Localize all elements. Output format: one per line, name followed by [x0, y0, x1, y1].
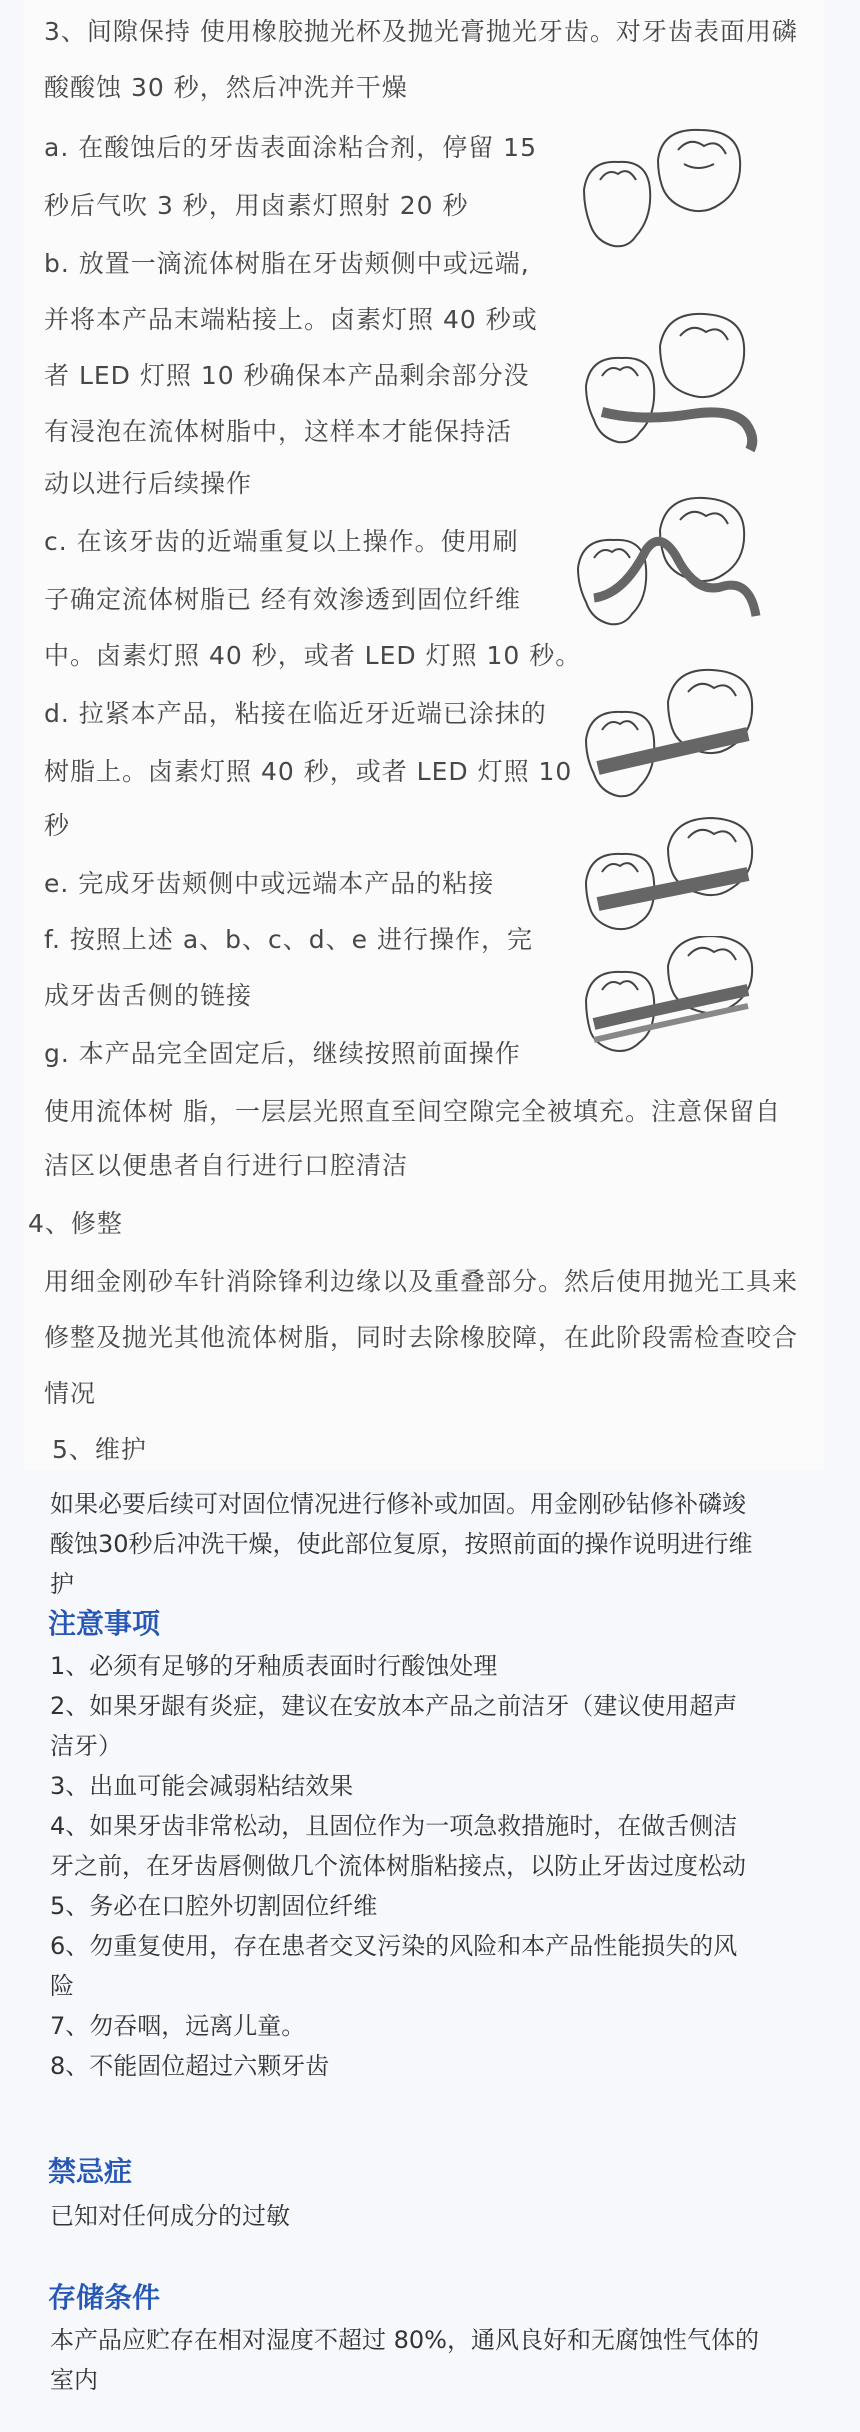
- step-c-line2: 子确定流体树脂已 经有效渗透到固位纤维: [44, 585, 521, 614]
- maintenance-line3: 护: [50, 1570, 74, 1598]
- storage-heading: 存储条件: [48, 2281, 161, 2314]
- step-c-line3: 中。卤素灯照 40 秒，或者 LED 灯照 10 秒。: [44, 641, 582, 670]
- step4-title: 4、修整: [28, 1209, 123, 1238]
- tooth-pair-fiber-lingual-figure: [572, 936, 772, 1076]
- tooth-pair-fiber-figure: [572, 300, 772, 480]
- step-g-line1: g. 本产品完全固定后，继续按照前面操作: [44, 1039, 521, 1068]
- precaution-line: 1、必须有足够的牙釉质表面时行酸蚀处理: [50, 1652, 498, 1680]
- tooth-pair-fiber-band-figure: [572, 816, 772, 946]
- step3-line1: 3、间隙保持 使用橡胶抛光杯及抛光膏抛光牙齿。对牙齿表面用磷: [44, 17, 798, 46]
- step5-title: 5、维护: [52, 1435, 147, 1464]
- step-a-line1: a. 在酸蚀后的牙齿表面涂粘合剂，停留 15: [44, 133, 537, 162]
- step-e-line1: e. 完成牙齿颊侧中或远端本产品的粘接: [44, 869, 495, 898]
- step-d-line1: d. 拉紧本产品，粘接在临近牙近端已涂抹的: [44, 699, 547, 728]
- maintenance-line1: 如果必要后续可对固位情况进行修补或加固。用金刚砂钻修补磷竣: [50, 1490, 746, 1518]
- precaution-line: 8、不能固位超过六颗牙齿: [50, 2052, 330, 2080]
- precaution-line: 4、如果牙齿非常松动，且固位作为一项急救措施时，在做舌侧洁: [50, 1812, 738, 1840]
- scanned-instructions: [24, 0, 824, 1470]
- step-g-line2: 使用流体树 脂，一层层光照直至间空隙完全被填充。注意保留自: [44, 1097, 781, 1126]
- precautions-heading: 注意事项: [48, 1607, 161, 1640]
- step-b-line5: 动以进行后续操作: [44, 469, 253, 498]
- precaution-line: 险: [50, 1972, 74, 2000]
- precaution-line: 洁牙）: [50, 1732, 122, 1760]
- step-f-line2: 成牙齿舌侧的链接: [44, 981, 253, 1010]
- step-b-line3: 者 LED 灯照 10 秒确保本产品剩余部分没: [44, 361, 530, 390]
- maintenance-line2: 酸蚀30秒后冲洗干燥，使此部位复原，按照前面的操作说明进行维: [50, 1530, 753, 1558]
- tooth-pair-fiber-band-figure: [572, 664, 772, 824]
- step-g-line3: 洁区以便患者自行进行口腔清洁: [44, 1151, 409, 1180]
- precaution-line: 7、勿吞咽，远离儿童。: [50, 2012, 306, 2040]
- step-b-line1: b. 放置一滴流体树脂在牙齿颊侧中或远端,: [44, 249, 530, 278]
- precaution-line: 3、出血可能会减弱粘结效果: [50, 1772, 354, 1800]
- step-f-line1: f. 按照上述 a、b、c、d、e 进行操作，完: [44, 925, 533, 954]
- tooth-pair-fiber-loop-figure: [564, 488, 774, 658]
- precaution-line: 6、勿重复使用，存在患者交叉污染的风险和本产品性能损失的风: [50, 1932, 738, 1960]
- step4-line2: 修整及抛光其他流体树脂，同时去除橡胶障，在此阶段需检查咬合: [44, 1323, 799, 1352]
- step4-line3: 情况: [44, 1379, 97, 1408]
- step-c-line1: c. 在该牙齿的近端重复以上操作。使用刷: [44, 527, 519, 556]
- step-b-line2: 并将本产品末端粘接上。卤素灯照 40 秒或: [44, 305, 538, 334]
- step-d-line2: 树脂上。卤素灯照 40 秒，或者 LED 灯照 10: [44, 757, 573, 786]
- precaution-line: 牙之前，在牙齿唇侧做几个流体树脂粘接点，以防止牙齿过度松动: [50, 1852, 746, 1880]
- storage-line1: 本产品应贮存在相对湿度不超过 80%，通风良好和无腐蚀性气体的: [50, 2326, 759, 2354]
- step3-line2: 酸酸蚀 30 秒，然后冲洗并干燥: [44, 73, 408, 102]
- tooth-pair-figure: [572, 120, 762, 270]
- step-a-line2: 秒后气吹 3 秒，用卤素灯照射 20 秒: [44, 191, 469, 220]
- step-d-line3: 秒: [44, 811, 71, 840]
- step4-line1: 用细金刚砂车针消除锋利边缘以及重叠部分。然后使用抛光工具来: [44, 1267, 799, 1296]
- precaution-line: 5、务必在口腔外切割固位纤维: [50, 1892, 378, 1920]
- precaution-line: 2、如果牙龈有炎症，建议在安放本产品之前洁牙（建议使用超声: [50, 1692, 738, 1720]
- step-b-line4: 有浸泡在流体树脂中，这样本才能保持活: [44, 417, 513, 446]
- storage-line2: 室内: [50, 2366, 98, 2394]
- contraindications-heading: 禁忌症: [48, 2155, 133, 2188]
- contraindications-text: 已知对任何成分的过敏: [50, 2202, 290, 2230]
